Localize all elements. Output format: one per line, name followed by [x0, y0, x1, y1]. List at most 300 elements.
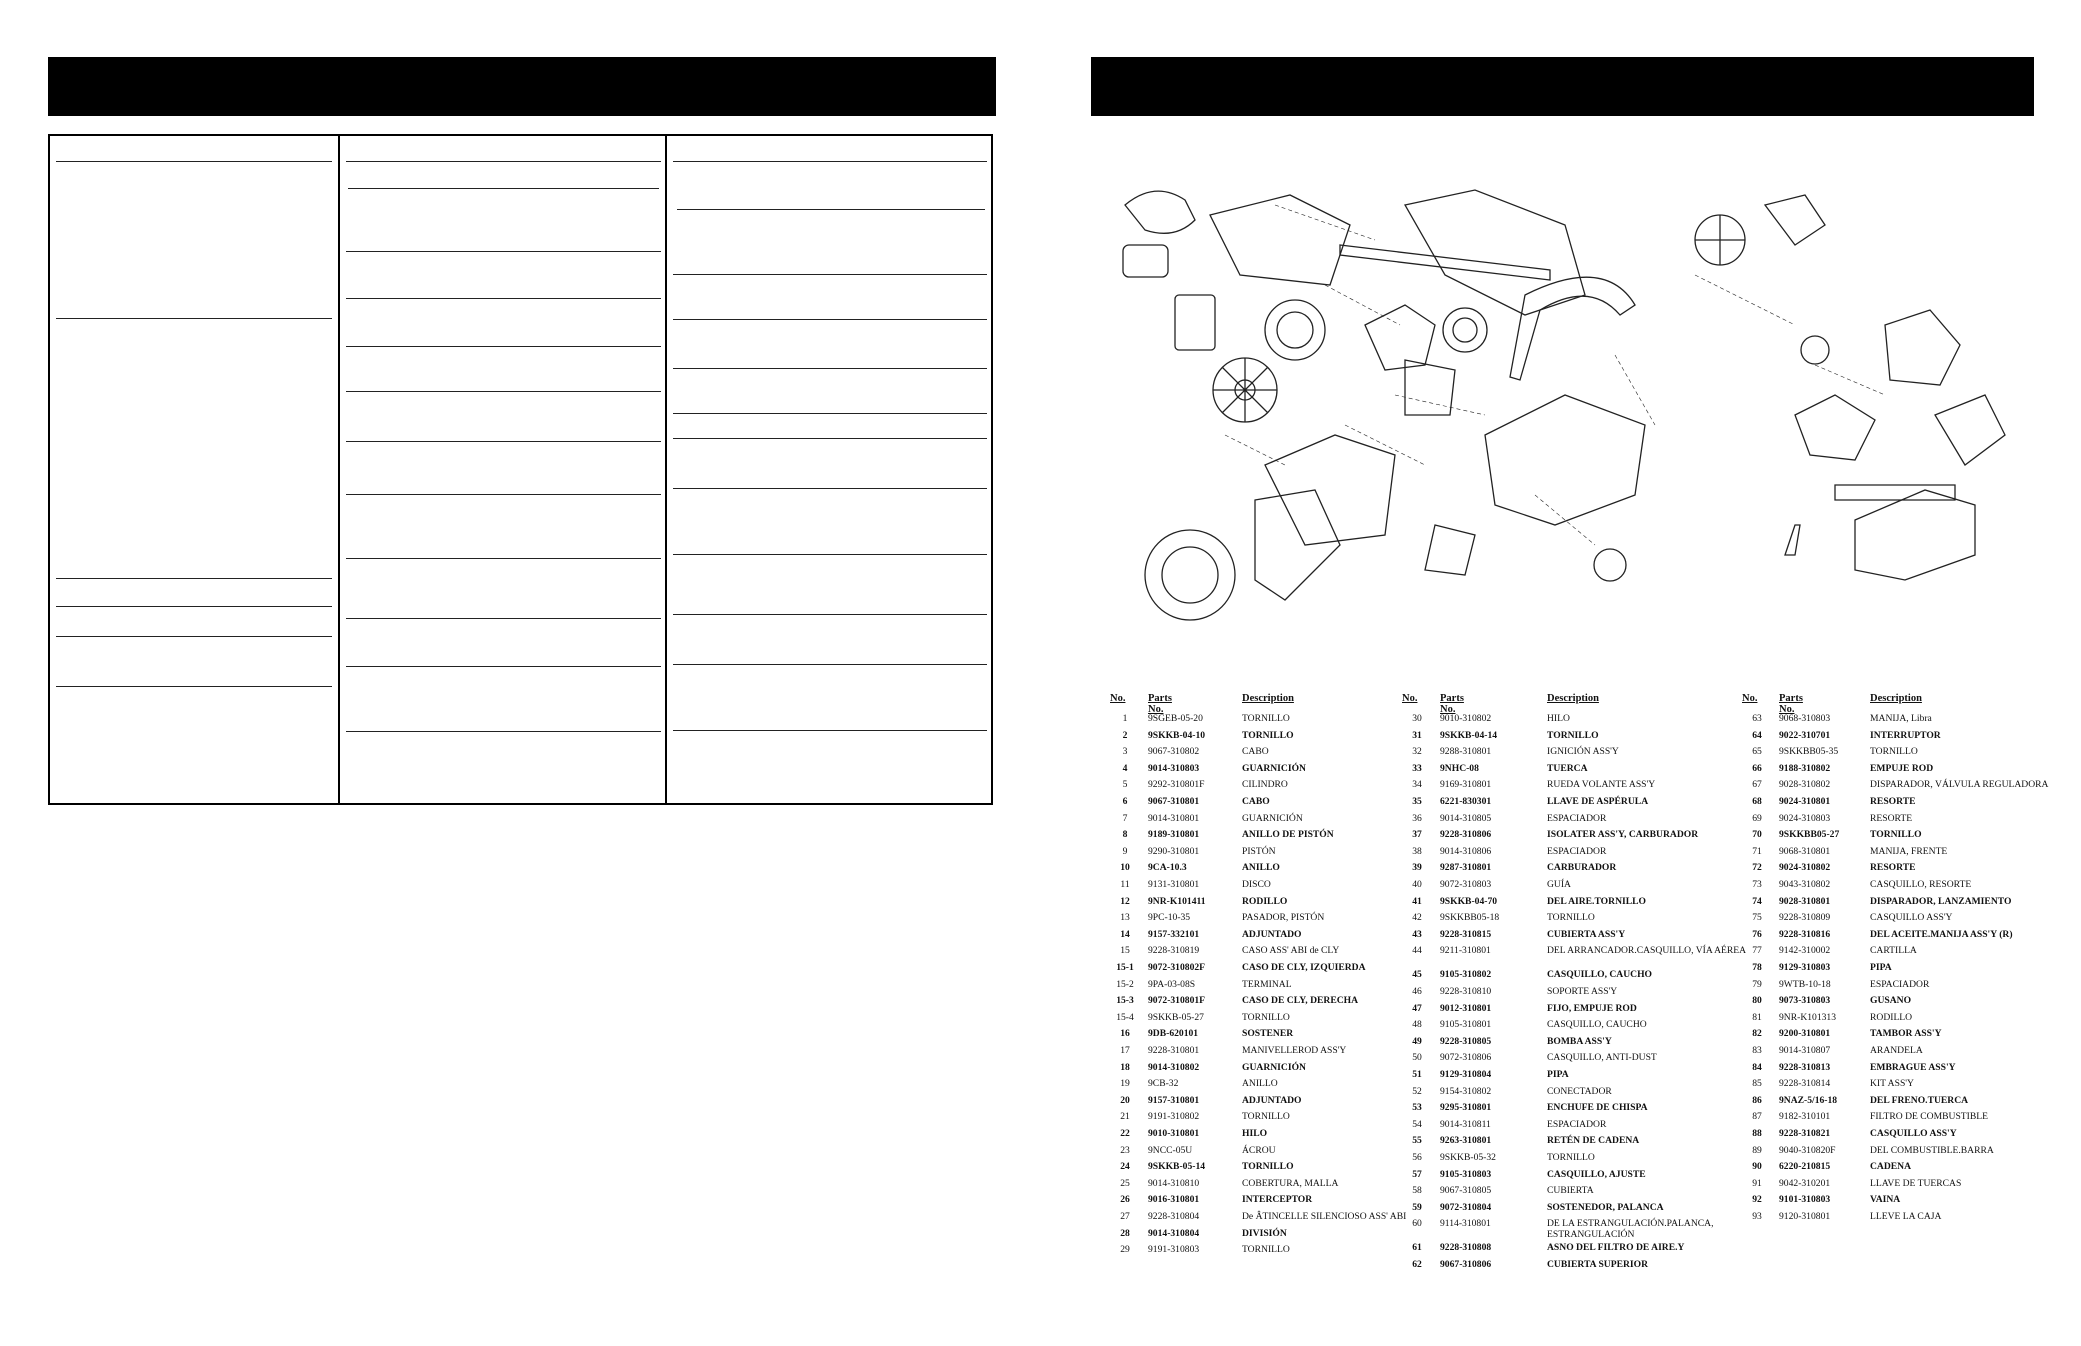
part-number-index: 24	[1120, 1161, 1130, 1173]
part-code: 9131-310801	[1148, 879, 1200, 890]
part-number-index: 35	[1412, 796, 1422, 807]
part-description: PIPA	[1870, 962, 1892, 973]
part-number-index: 15	[1120, 945, 1130, 957]
table-rule	[56, 686, 332, 687]
part-number-index: 43	[1412, 928, 1422, 940]
part-description: CASQUILLO, CAUCHO	[1547, 969, 1653, 981]
part-description: DISPARADOR, VÁLVULA REGULADORA	[1870, 779, 2049, 791]
part-number-index: 2	[1122, 729, 1128, 741]
part-code: 9129-310804	[1440, 1069, 1492, 1080]
part-description: KIT ASS'Y	[1870, 1078, 1914, 1090]
part-description: TORNILLO	[1547, 912, 1595, 924]
part-number-index: 64	[1752, 729, 1762, 741]
part-number-index: 42	[1412, 912, 1422, 924]
part-code: 9191-310803	[1148, 1244, 1200, 1256]
part-description: DEL ACEITE.MANIJA ASS'Y (R)	[1870, 928, 2013, 940]
part-description: DISCO	[1242, 879, 1271, 890]
part-description: CUBIERTA SUPERIOR	[1547, 1259, 1649, 1270]
parts-header-partno: Parts No.	[1148, 693, 1172, 715]
rear-handle-part	[1485, 395, 1645, 525]
table-rule	[673, 488, 987, 489]
table-rule	[673, 730, 987, 731]
part-description: GUSANO	[1870, 995, 1912, 1007]
parts-header-partno: Parts No.	[1440, 693, 1464, 715]
part-number-index: 36	[1412, 812, 1422, 824]
part-number-index: 90	[1752, 1161, 1762, 1173]
part-number-index: 48	[1412, 1019, 1422, 1031]
table-rule	[346, 618, 661, 619]
part-description: FIJO, EMPUJE ROD	[1547, 1002, 1637, 1014]
part-number-index: 5	[1122, 779, 1128, 791]
part-description: ESPACIADOR	[1870, 978, 1930, 990]
part-description: DE LA ESTRANGULACIÓN.PALANCA, ESTRANGULACIÓN	[1547, 1218, 1714, 1241]
part-code: 9072-310802F	[1148, 962, 1206, 973]
part-description: ESPACIADOR	[1547, 845, 1607, 857]
part-number-index: 47	[1412, 1002, 1422, 1014]
part-description: SOPORTE ASS'Y	[1547, 986, 1618, 997]
part-number-index: 32	[1412, 746, 1422, 758]
part-number-index: 15-1	[1116, 962, 1134, 973]
part-description: ENCHUFE DE CHISPA	[1547, 1102, 1648, 1114]
part-description: CUBIERTA ASS'Y	[1547, 928, 1626, 940]
part-description: PASADOR, PISTÓN	[1242, 912, 1325, 924]
part-description: TORNILLO	[1870, 829, 1922, 841]
part-code: 9CA-10.3	[1148, 862, 1187, 874]
part-code: 9NAZ-5/16-18	[1779, 1094, 1838, 1106]
part-number-index: 1	[1122, 713, 1128, 724]
part-description: DEL COMBUSTIBLE.BARRA	[1870, 1144, 1994, 1156]
part-code: 9067-310802	[1148, 746, 1200, 758]
part-number-index: 12	[1120, 895, 1130, 907]
part-code: 9228-310804	[1148, 1211, 1200, 1222]
part-code: 9014-310805	[1440, 812, 1492, 824]
part-code: 9040-310820F	[1779, 1144, 1836, 1156]
part-code: 9157-332101	[1148, 928, 1200, 940]
right-header-bar	[1091, 57, 2034, 116]
part-description: COBERTURA, MALLA	[1242, 1177, 1339, 1189]
table-rule	[346, 251, 661, 252]
part-code: 9028-310801	[1779, 895, 1831, 907]
part-code: 9CB-32	[1148, 1078, 1179, 1090]
part-code: 9028-310802	[1779, 779, 1831, 791]
part-number-index: 21	[1120, 1111, 1130, 1123]
part-description: HILO	[1547, 713, 1570, 724]
part-number-index: 54	[1412, 1118, 1422, 1130]
part-description: INTERRUPTOR	[1870, 729, 1941, 741]
part-code: 9SKKB-05-32	[1440, 1152, 1496, 1163]
part-code: 9024-310801	[1779, 796, 1831, 807]
part-description: CUBIERTA	[1547, 1185, 1594, 1197]
part-description: CASO DE CLY, IZQUIERDA	[1242, 962, 1366, 973]
part-code: 9228-310805	[1440, 1035, 1492, 1047]
part-description: MANIVELLEROD ASS'Y	[1242, 1045, 1347, 1056]
part-description: TORNILLO	[1242, 1111, 1290, 1123]
part-number-index: 71	[1752, 845, 1762, 857]
part-code: 9043-310802	[1779, 879, 1831, 890]
wrench-part	[1785, 525, 1800, 555]
part-code: 9012-310801	[1440, 1002, 1492, 1014]
part-code: 9105-310803	[1440, 1168, 1492, 1180]
part-code: 9292-310801F	[1148, 779, 1205, 791]
air-filter-cover-part	[1210, 195, 1350, 285]
part-code: 9072-310804	[1440, 1201, 1492, 1213]
parts-header-description: Description	[1242, 693, 1294, 704]
part-description: SOSTENER	[1242, 1028, 1294, 1040]
table-rule	[673, 274, 987, 275]
part-code: 9SKKB-05-14	[1148, 1161, 1206, 1173]
part-description: ADJUNTADO	[1242, 928, 1302, 940]
exploded-parts-diagram	[1095, 165, 2030, 680]
part-description: CADENA	[1870, 1161, 1912, 1173]
part-description: DIVISIÓN	[1242, 1227, 1287, 1239]
part-description: TORNILLO	[1242, 1161, 1294, 1173]
clutch-drum-part	[1443, 308, 1487, 352]
part-number-index: 15-2	[1116, 978, 1134, 990]
part-description: HILO	[1242, 1128, 1268, 1139]
table-rule	[346, 298, 661, 299]
part-number-index: 22	[1120, 1128, 1130, 1139]
troubleshooting-table	[48, 134, 993, 805]
part-number-index: 41	[1412, 895, 1422, 907]
part-description: DEL AIRE.TORNILLO	[1547, 895, 1646, 907]
table-rule	[346, 391, 661, 392]
side-cover-part	[1405, 190, 1585, 315]
part-code: 9014-310810	[1148, 1177, 1200, 1189]
table-column-1	[50, 136, 338, 803]
part-description: ESPACIADOR	[1547, 1118, 1607, 1130]
part-description: RETÉN DE CADENA	[1547, 1135, 1640, 1147]
part-code: 9010-310801	[1148, 1128, 1200, 1139]
part-description: MANIJA, Libra	[1870, 713, 1932, 724]
part-code: 9191-310802	[1148, 1111, 1200, 1123]
part-description: DEL FRENO.TUERCA	[1870, 1094, 1969, 1106]
table-rule	[346, 161, 661, 162]
part-description: CARTILLA	[1870, 945, 1917, 957]
part-number-index: 60	[1412, 1218, 1422, 1230]
part-description: RESORTE	[1870, 812, 1913, 824]
part-code: 9072-310806	[1440, 1052, 1492, 1064]
part-code: 9SKKB-04-14	[1440, 729, 1498, 741]
part-number-index: 15-4	[1116, 1011, 1134, 1023]
part-code: 9142-310002	[1779, 945, 1831, 957]
part-code: 9169-310801	[1440, 779, 1492, 791]
part-description: EMBRAGUE ASS'Y	[1870, 1061, 1956, 1073]
part-description: RODILLO	[1242, 895, 1288, 907]
part-description: ÁCROU	[1242, 1144, 1276, 1156]
part-number-index: 68	[1752, 796, 1762, 807]
part-description: RESORTE	[1870, 862, 1916, 874]
part-code: 9010-310802	[1440, 713, 1492, 724]
part-number-index: 89	[1752, 1144, 1762, 1156]
part-number-index: 66	[1752, 762, 1762, 774]
parts-header-partno: Parts No.	[1779, 693, 1803, 715]
part-description: CASQUILLO, ANTI-DUST	[1547, 1052, 1657, 1064]
part-number-index: 33	[1412, 762, 1422, 774]
part-code: 9SKKBB05-35	[1779, 746, 1839, 758]
crankcase-right-part	[1885, 310, 1960, 385]
part-code: 9228-310806	[1440, 829, 1492, 841]
part-description: LLAVE DE TUERCAS	[1870, 1177, 1962, 1189]
part-number-index: 16	[1120, 1028, 1130, 1040]
parts-header-no: No.	[1110, 693, 1126, 704]
part-number-index: 58	[1412, 1185, 1422, 1197]
table-rule	[673, 554, 987, 555]
table-column-3	[665, 136, 993, 803]
table-rule	[56, 636, 332, 637]
piston-part	[1801, 336, 1829, 364]
part-code: 9228-310816	[1779, 928, 1831, 940]
part-number-index: 67	[1752, 779, 1762, 791]
part-code: 9NR-K101411	[1148, 895, 1206, 907]
part-code: 9SKKB-04-70	[1440, 895, 1498, 907]
table-rule	[346, 494, 661, 495]
parts-header-no: No.	[1402, 693, 1418, 704]
part-description: ARANDELA	[1870, 1045, 1923, 1056]
part-number-index: 56	[1412, 1152, 1422, 1163]
part-code: 9024-310802	[1779, 862, 1831, 874]
part-code: 9228-310821	[1779, 1128, 1831, 1139]
part-number-index: 53	[1412, 1102, 1422, 1114]
part-code: 9024-310803	[1779, 812, 1831, 824]
oil-pump-part	[1795, 395, 1875, 460]
part-number-index: 76	[1752, 928, 1762, 940]
part-description: TAMBOR ASS'Y	[1870, 1028, 1942, 1040]
part-number-index: 9	[1122, 845, 1128, 857]
part-description: PISTÓN	[1242, 845, 1276, 857]
table-rule	[673, 413, 987, 414]
part-description: ANILLO	[1242, 1078, 1278, 1090]
part-number-index: 83	[1752, 1045, 1762, 1056]
part-number-index: 29	[1120, 1244, 1130, 1256]
part-number-index: 14	[1120, 928, 1130, 940]
part-description: CASQUILLO ASS'Y	[1870, 912, 1953, 924]
part-description: GUARNICIÓN	[1242, 762, 1306, 774]
part-description: ADJUNTADO	[1242, 1094, 1302, 1106]
part-description: LLAVE DE ASPÉRULA	[1547, 796, 1649, 807]
part-code: 9014-310803	[1148, 762, 1200, 774]
part-description: CASQUILLO, RESORTE	[1870, 879, 1972, 890]
part-number-index: 3	[1122, 746, 1128, 758]
part-number-index: 73	[1752, 879, 1762, 890]
part-description: TERMINAL	[1242, 978, 1292, 990]
part-number-index: 13	[1120, 912, 1130, 924]
part-description: LLEVE LA CAJA	[1870, 1211, 1942, 1222]
part-description: DEL ARRANCADOR.CASQUILLO, VÍA AÉREA	[1547, 945, 1747, 957]
part-code: 9105-310801	[1440, 1019, 1492, 1031]
part-code: 9014-310802	[1148, 1061, 1200, 1073]
part-number-index: 72	[1752, 862, 1762, 874]
part-code: 9154-310802	[1440, 1085, 1492, 1097]
part-code: 9228-310809	[1779, 912, 1831, 924]
part-code: 9228-310814	[1779, 1078, 1831, 1090]
part-code: 9014-310811	[1440, 1118, 1491, 1130]
part-number-index: 50	[1412, 1052, 1422, 1064]
part-code: 9129-310803	[1779, 962, 1831, 973]
part-description: PIPA	[1547, 1069, 1569, 1080]
part-number-index: 65	[1752, 746, 1762, 758]
table-rule	[673, 664, 987, 665]
table-rule	[673, 319, 987, 320]
part-number-index: 55	[1412, 1135, 1422, 1147]
top-cover-part	[1125, 191, 1195, 233]
part-code: 9295-310801	[1440, 1102, 1492, 1114]
part-code: 9228-310819	[1148, 945, 1200, 957]
front-handle-part	[1510, 277, 1635, 380]
part-code: 9016-310801	[1148, 1194, 1200, 1206]
part-description: IGNICIÓN ASS'Y	[1547, 746, 1619, 758]
part-number-index: 26	[1120, 1194, 1130, 1206]
part-description: ESPACIADOR	[1547, 812, 1607, 824]
part-code: 9228-310801	[1148, 1045, 1200, 1056]
part-number-index: 27	[1120, 1211, 1130, 1222]
table-rule	[56, 161, 332, 162]
part-description: INTERCEPTOR	[1242, 1194, 1313, 1206]
part-number-index: 23	[1120, 1144, 1130, 1156]
part-code: 9105-310802	[1440, 969, 1492, 981]
part-description: FILTRO DE COMBUSTIBLE	[1870, 1111, 1988, 1123]
sprocket-part	[1594, 549, 1626, 581]
part-code: 9SKKBB05-27	[1779, 829, 1840, 841]
part-number-index: 93	[1752, 1211, 1762, 1222]
part-description: CILINDRO	[1242, 779, 1288, 791]
part-code: 9SKKB-04-10	[1148, 729, 1206, 741]
table-rule	[346, 666, 661, 667]
part-number-index: 81	[1752, 1011, 1762, 1023]
part-code: 9014-310804	[1148, 1227, 1200, 1239]
part-code: 9014-310806	[1440, 845, 1492, 857]
part-number-index: 91	[1752, 1177, 1762, 1189]
part-number-index: 46	[1412, 986, 1422, 997]
part-number-index: 79	[1752, 978, 1762, 990]
muffler-part	[1175, 295, 1215, 350]
part-code: 9073-310803	[1779, 995, 1831, 1007]
part-number-index: 8	[1122, 829, 1128, 841]
part-description: ANILLO DE PISTÓN	[1242, 829, 1334, 841]
part-description: TORNILLO	[1547, 729, 1599, 741]
parts-header-no: No.	[1742, 693, 1758, 704]
part-number-index: 11	[1120, 879, 1130, 890]
carburetor-detail-part	[1765, 195, 1825, 245]
part-description: TORNILLO	[1870, 746, 1918, 758]
table-rule	[56, 578, 332, 579]
part-description: TUERCA	[1547, 762, 1588, 774]
part-number-index: 10	[1120, 862, 1130, 874]
part-description: CASQUILLO ASS'Y	[1870, 1128, 1957, 1139]
part-code: 9182-310101	[1779, 1111, 1831, 1123]
part-description: TORNILLO	[1242, 729, 1294, 741]
part-number-index: 45	[1412, 969, 1422, 981]
part-description: ASNO DEL FILTRO DE AIRE.Y	[1547, 1242, 1685, 1254]
part-description: CASO DE CLY, DERECHA	[1242, 995, 1359, 1007]
part-description: TORNILLO	[1547, 1152, 1595, 1163]
part-code: 9101-310803	[1779, 1194, 1831, 1206]
part-number-index: 28	[1120, 1227, 1130, 1239]
gear-part	[1935, 395, 2005, 465]
part-code: 9228-310813	[1779, 1061, 1831, 1073]
table-rule	[346, 731, 661, 732]
part-code: 9WTB-10-18	[1779, 978, 1831, 990]
part-description: TORNILLO	[1242, 1244, 1290, 1256]
part-code: 9067-310806	[1440, 1259, 1492, 1270]
part-code: 9SKKB-05-27	[1148, 1011, 1204, 1023]
part-code: 9290-310801	[1148, 845, 1200, 857]
starter-housing-part	[1255, 490, 1340, 600]
part-code: 9263-310801	[1440, 1135, 1492, 1147]
carrying-case-part	[1855, 490, 1975, 580]
part-code: 9228-310810	[1440, 986, 1492, 997]
part-code: 9067-310805	[1440, 1185, 1492, 1197]
part-number-index: 63	[1752, 713, 1762, 724]
table-rule	[673, 368, 987, 369]
table-rule	[677, 209, 985, 210]
part-number-index: 84	[1752, 1061, 1762, 1073]
part-description: CABO	[1242, 746, 1269, 758]
part-number-index: 15-3	[1116, 995, 1134, 1007]
part-number-index: 6	[1122, 796, 1128, 807]
part-number-index: 44	[1412, 945, 1422, 957]
part-code: 9042-310201	[1779, 1177, 1831, 1189]
part-code: 9200-310801	[1779, 1028, 1831, 1040]
table-rule	[673, 614, 987, 615]
part-number-index: 18	[1120, 1061, 1130, 1073]
part-code: 9068-310801	[1779, 845, 1831, 857]
part-description: TORNILLO	[1242, 713, 1290, 724]
part-number-index: 52	[1412, 1085, 1422, 1097]
part-code: 9SGEB-05-20	[1148, 713, 1203, 724]
part-code: 6220-210815	[1779, 1161, 1831, 1173]
starter-cover-part	[1145, 530, 1235, 620]
throttle-trigger-part	[1425, 525, 1475, 575]
part-description: TORNILLO	[1242, 1011, 1290, 1023]
part-number-index: 57	[1412, 1168, 1422, 1180]
part-code: 9014-310807	[1779, 1045, 1831, 1056]
table-rule	[673, 438, 987, 439]
part-description: VAINA	[1870, 1194, 1901, 1206]
part-code: 9189-310801	[1148, 829, 1200, 841]
part-number-index: 82	[1752, 1028, 1762, 1040]
part-number-index: 40	[1412, 879, 1422, 890]
parts-header-description: Description	[1870, 693, 1922, 704]
part-code: 9072-310803	[1440, 879, 1492, 890]
part-number-index: 69	[1752, 812, 1762, 824]
part-number-index: 4	[1122, 762, 1128, 774]
table-rule	[673, 161, 987, 162]
part-description: BOMBA ASS'Y	[1547, 1035, 1612, 1047]
part-code: 9SKKBB05-18	[1440, 912, 1500, 924]
part-number-index: 87	[1752, 1111, 1762, 1123]
left-header-bar	[48, 57, 996, 116]
table-rule	[56, 606, 332, 607]
part-number-index: 85	[1752, 1078, 1762, 1090]
part-description: CASQUILLO, CAUCHO	[1547, 1019, 1647, 1031]
table-column-2	[338, 136, 667, 803]
crankcase-part	[1265, 435, 1395, 545]
table-rule	[56, 318, 332, 319]
part-number-index: 49	[1412, 1035, 1422, 1047]
air-filter-part	[1123, 245, 1168, 277]
part-number-index: 70	[1752, 829, 1762, 841]
part-number-index: 7	[1122, 812, 1128, 824]
part-description: MANIJA, FRENTE	[1870, 845, 1948, 857]
part-number-index: 77	[1752, 945, 1762, 957]
part-code: 9287-310801	[1440, 862, 1492, 874]
part-number-index: 37	[1412, 829, 1422, 841]
part-number-index: 62	[1412, 1259, 1422, 1270]
part-number-index: 86	[1752, 1094, 1762, 1106]
part-description: CONECTADOR	[1547, 1085, 1612, 1097]
part-code: 9067-310801	[1148, 796, 1200, 807]
table-rule	[346, 346, 661, 347]
